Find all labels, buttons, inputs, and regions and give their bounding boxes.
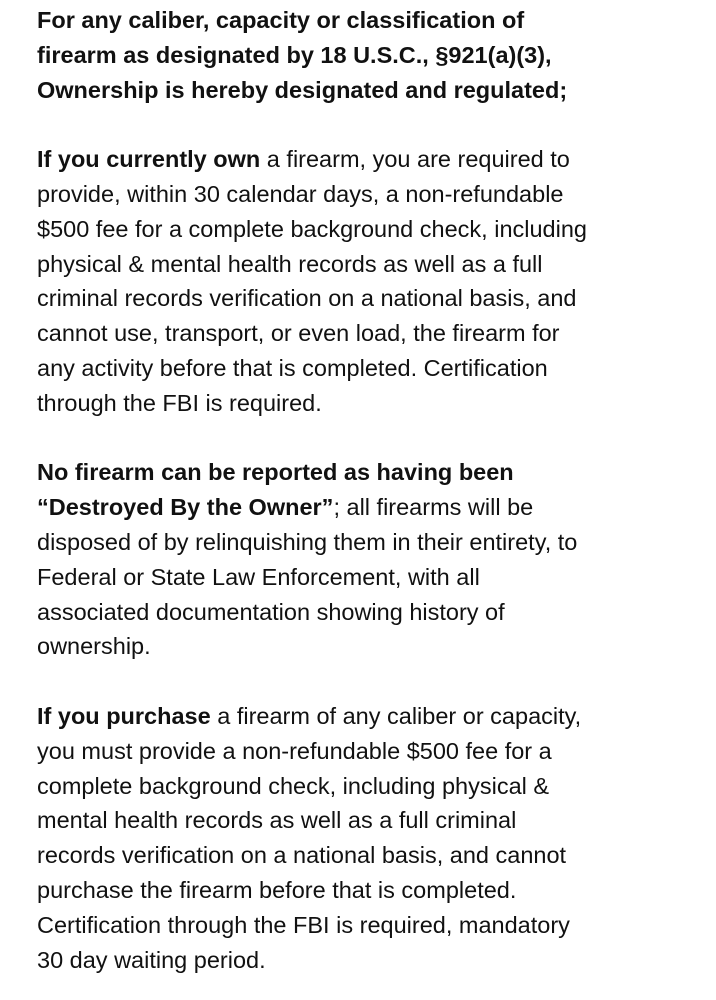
intro-paragraph: For any caliber, capacity or classification of firearm as designated by 18 U.S.C., §921(a)(3), Ownership is hereby designated and regulated; xyxy=(37,7,568,103)
purchase-lead: If you purchase xyxy=(37,702,211,729)
purchase-paragraph xyxy=(37,699,707,977)
document-body xyxy=(37,3,707,977)
purchase-body: a firearm of any caliber or capacity, you must provide a non-refundable $500 fee for a complete background check, including physical & mental health records as well as a full criminal records verification on a national basis, and cannot purchase the firearm before that is completed. Certification through the FBI is required, mandatory 30 day waiting period. xyxy=(37,702,582,973)
destroyed-body: ; all firearms will be disposed of by relinquishing them in their entirety, to Federal or State Law Enforcement, with all associated documentation showing history of ownership. xyxy=(37,494,578,660)
destroyed-lead: No firearm can be reported as having been “Destroyed By the Owner” xyxy=(37,459,514,521)
ownership-paragraph xyxy=(37,142,707,420)
ownership-body: a firearm, you are required to provide, within 30 calendar days, a non-refundable $500 fee for a complete background check, including physical & mental health records as well as a full criminal records verification on a national basis, and cannot use, transport, or even load, the firearm for any activity before that is completed. Certification through the FBI is required. xyxy=(37,146,587,416)
destroyed-paragraph xyxy=(37,455,707,664)
ownership-lead: If you currently own xyxy=(37,146,261,173)
